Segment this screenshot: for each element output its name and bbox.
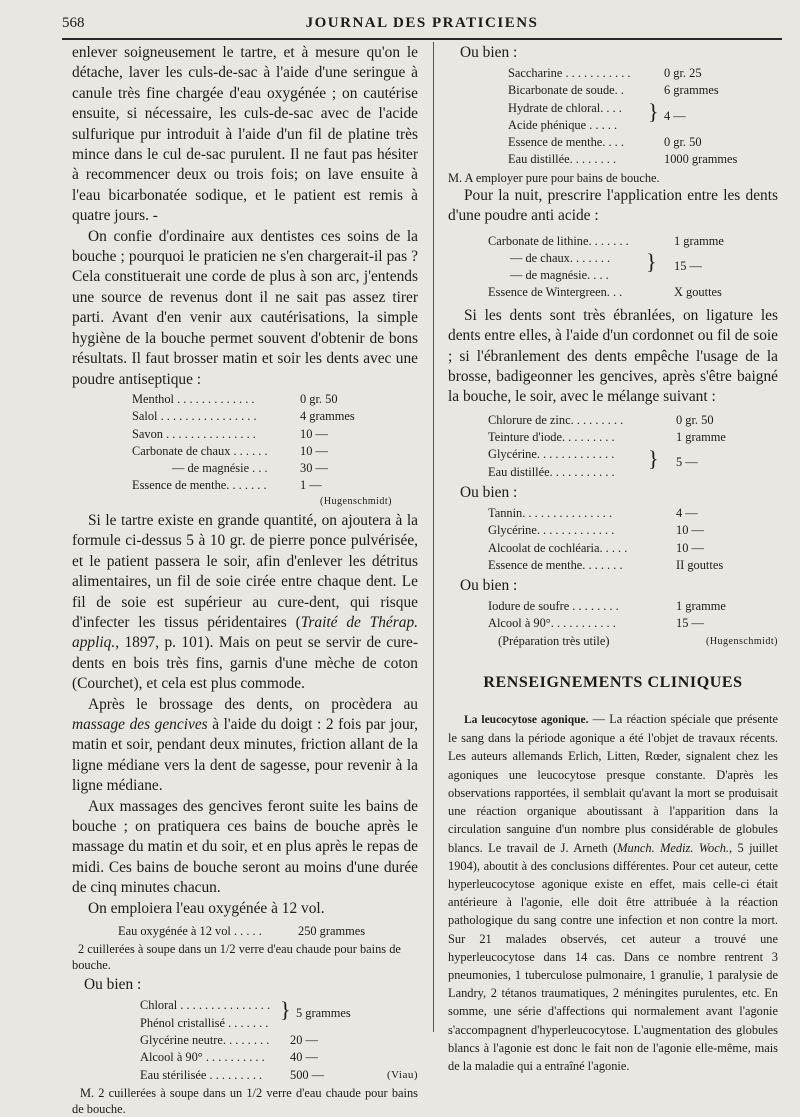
prescription-note: M. A employer pure pour bains de bouche. — [448, 170, 660, 185]
alternative-label: Ou bien : — [460, 44, 518, 61]
reference-title: Munch. Mediz. Woch. — [617, 840, 730, 855]
paragraph: Si le tartre existe en grande quantité, on ajoutera à la formule ci-dessus 5 à 10 gr. de pierre ponce pulvérisée, et le patient passera le soir, afin d'enlever les détritus alimentaires, un fil de soie cirée entre chaque dent. Le fil de soie est supérieur au cure-dent, qui risque d'infecter les tissus péridentaires (Traité de Thérap. appliq., 1897, p. 101). Mais on peut se servir de cure-dents en bois très fins, garnis d'une mèche de coton (Courchet), et cela est plus commode. — [72, 511, 418, 693]
paragraph: On confie d'ordinaire aux dentistes ces soins de la bouche ; pourquoi le praticien ne s'en chargerait-il pas ? Cela constituerait une corde de plus à son arc, j'entends une source de revenus dont il ne sait pas assez tirer parti. Avant d'en venir aux cautérisations, la simple hygiène de la bouche permet souvent d'obtenir de bons résultats. Il faut brosser matin et soir les dents avec une poudre antiseptique : — [72, 227, 418, 388]
reference-title: Traité de Thérap. appliq. — [72, 614, 418, 652]
paragraph: Pour la nuit, prescrire l'application entre les dents d'une poudre anti acide : — [448, 186, 778, 225]
alternative-label: Ou bien : — [84, 976, 142, 994]
paragraph: Aux massages des gencives feront suite les bains de bouche ; on pratiquera ces bains de bouche après le massage du matin et du soir, et en plus après le repas de midi. Ces bains de bouche seront au moins d'une durée de cinq minutes chacun. — [72, 797, 418, 897]
prescription-antiacid: Carbonate de lithine. . . . . . . 1 gramme — de chaux. . . . . . . 15 — — de magnésie. . . . } Essence de Wintergreen. . . X gouttes — [488, 233, 724, 300]
rx-row: Phénol cristallisé . . . . . . . — [140, 1015, 269, 1030]
column-divider — [433, 42, 434, 1032]
rx-row: Chloral . . . . . . . . . . . . . . . 5 grammes — [140, 998, 351, 1021]
rx-row: — de magnésie . . . 30 — — [172, 461, 328, 476]
prescription-note: (Préparation très utile) — [498, 633, 610, 648]
section-title: RENSEIGNEMENTS CLINIQUES — [483, 674, 743, 692]
grouping-brace: } — [648, 99, 659, 124]
rx-row: Salol . . . . . . . . . . . . . . . . 4 grammes — [132, 409, 355, 424]
author-signature: (Hugenschmidt) — [320, 495, 392, 507]
emphasis: massage des gencives — [72, 716, 208, 734]
journal-title: JOURNAL DES PRATICIENS — [305, 15, 539, 31]
rx-row: Alcool à 90° . . . . . . . . . . 40 — — [140, 1050, 318, 1065]
right-column — [448, 43, 778, 1075]
rx-row: Menthol . . . . . . . . . . . . . 0 gr. 50 — [132, 391, 338, 406]
author-signature: (Hugenschmidt) — [706, 635, 778, 647]
prescription-mouthwash — [140, 997, 418, 1083]
clinical-article: La leucocytose agonique. — La réaction spéciale que présente le sang dans la période agonique a été l'objet de travaux récents. Les auteurs allemands Erlich, Litten, Rœder, signalent chez les agoniques une leucocytose presque constante. D'après les observations rapportées, il semblait qu'avant la mort se produisait une réaction organique aboutissant à l'apparition dans la circulation sanguine d'un nombre plus considérable de globules blancs. Le travail de J. Arneth (Munch. Mediz. Woch., 5 juillet 1904), aboutit à des conclusions différentes. Pour cet auteur, cette hyperleucocytose agonique existe en effet, mais celle-ci était antérieure à l'agonie, elle doit être attribuée à la réaction pathologique du sang contre une infection et non contre la mort. Sur 21 malades observés, cet auteur a trouvé une hyperleucocytose dans 14 cas. Dans ce nombre rentrent 3 pneumonies, 1 tuberculose pulmonaire, 1 granulie, 1 paralysie de Landry, 2 tétanos traumatiques, 2 méningites purulentes, etc. En somme, une série d'affections qui normalement avant l'agonie s'accompagnent d'hyperleucocytose. L'augmentation des globules blancs à l'agonie est donc le fait non de l'agonie elle-même, mais de la maladie qui a entraîné l'agonie. — [448, 712, 778, 1073]
left-column — [72, 43, 418, 1117]
prescription-note: M. 2 cuillerées à soupe dans un 1/2 verre d'eau chaude pour bains de bouche. — [72, 1085, 418, 1116]
prescription-powder — [132, 391, 392, 510]
alternative-label: Ou bien : — [460, 577, 518, 595]
rx-row: Essence de menthe. . . . . . . 1 — — [132, 478, 322, 493]
rx-row: Eau stérilisée . . . . . . . . . 500 — (Viau) — [140, 1067, 418, 1084]
prescription-gum-paint: Chlorure de zinc. . . . . . . . . 0 gr. 50 Teinture d'iode. . . . . . . . . 1 gramme Glycérine. . . . . . . . . . . . . 5 — Eau distillée. . . . . . . . . . . } — [488, 412, 726, 479]
paragraph: Si les dents sont très ébranlées, on ligature les dents entre elles, à l'aide d'un cordonnet ou fil de soie ; si l'ébranlement des dents empêche l'usage de la brosse, badigeonner les gencives, après s'être baigné la bouche, le soir, avec le mélange suivant : — [448, 306, 778, 406]
alternative-label: Ou bien : — [460, 484, 518, 501]
paragraph: On emploiera l'eau oxygénée à 12 vol. — [88, 899, 325, 917]
prescription-peroxide: Eau oxygénée à 12 vol . . . . . 250 grammes — [118, 924, 366, 939]
paragraph: enlever soigneusement le tartre, et à mesure qu'on le détache, laver les culs-de-sac à l'aide d'une seringue à canule très fine chargée d'eau oxygénée ; on cautérise ensuite, si nécessaire, les culs-de-sac avec de l'acide sulfurique pur introduit à l'aide d'un fil de platine très mince dans le cul de-sac purulent. Il ne faut pas hésiter à recommencer deux ou trois fois; on lave ensuite à l'eau bicarbonatée sodique, et le patient est remis à quatre jours. - — [72, 44, 418, 225]
prescription-note: 2 cuillerées à soupe dans un 1/2 verre d'eau chaude pour bains de bouche. — [72, 942, 401, 973]
page-number: 568 — [62, 15, 85, 31]
rx-row: Glycérine neutre. . . . . . . . 20 — — [140, 1033, 318, 1047]
page-header — [62, 10, 782, 36]
grouping-brace: } — [280, 997, 291, 1023]
rx-row: Savon . . . . . . . . . . . . . . . 10 — — [132, 426, 328, 441]
article-lead: La leucocytose agonique. — [464, 714, 589, 727]
prescription-saccharine: Saccharine . . . . . . . . . . . 0 gr. 25 Bicarbonate de soude. . 6 grammes Hydrate de chloral. . . . 4 — Acide phénique . . . . . } Essence de menthe. . . . 0 gr. 50 Eau distillée. . . . . . . . 1000 grammes — [508, 66, 738, 167]
header-rule — [62, 38, 782, 40]
paragraph: Après le brossage des dents, on procèdera au massage des gencives à l'aide du doigt : 2 fois par jour, matin et soir, pendant deux minutes, friction allant de la ligne médiane vers la dent de sagesse, pour revenir à la ligne médiane. — [72, 695, 418, 795]
prescription-tannin: Tannin. . . . . . . . . . . . . . . 4 — Glycérine. . . . . . . . . . . . . 10 — Alcoolat de cochléaria. . . . . 10 — Essence de menthe. . . . . . . II gouttes — [488, 506, 724, 572]
grouping-brace: } — [646, 248, 657, 274]
prescription-iodide: Iodure de soufre . . . . . . . . 1 gramme Alcool à 90°. . . . . . . . . . . 15 — (Préparation très utile) (Hugenschmidt) — [488, 598, 778, 650]
rx-row: Carbonate de chaux . . . . . . 10 — — [132, 443, 328, 458]
author-signature: (Viau) — [386, 1068, 418, 1081]
grouping-brace: } — [648, 445, 659, 471]
